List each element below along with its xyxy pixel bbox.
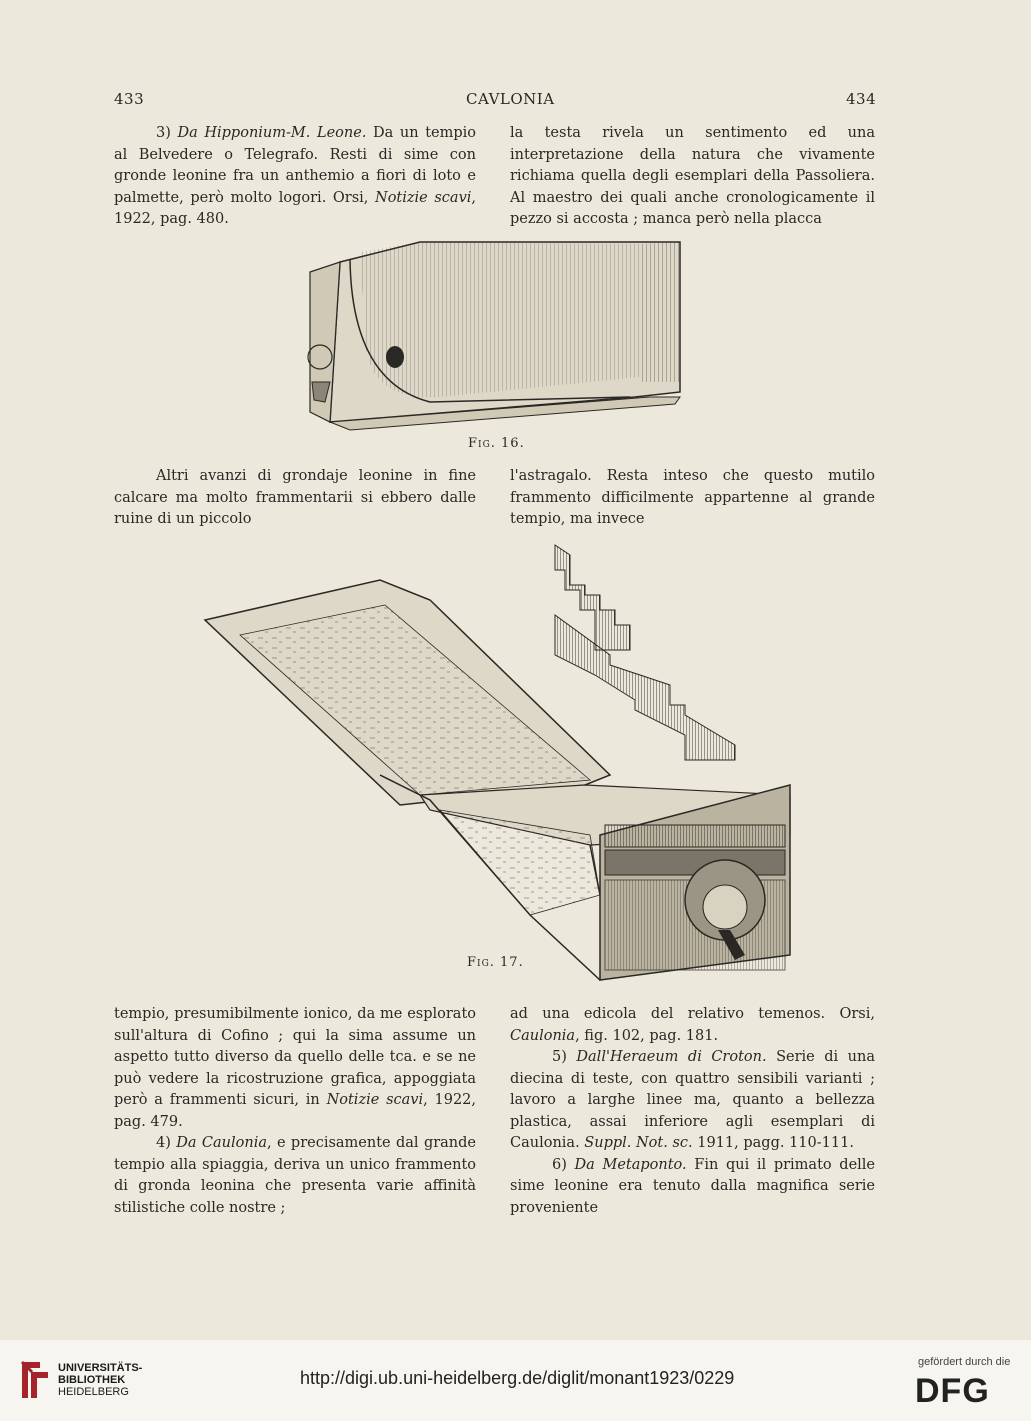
page-number-right: 434 [846,90,877,108]
dfg-logo: DFG [915,1372,990,1410]
university-library-logo-icon [18,1358,52,1402]
funding-note: gefördert durch die [918,1356,1011,1368]
figure-16-caption: Fig. 16. [468,436,525,451]
mid-left-paragraph: Altri avanzi di grondaje leonine in fine calcare ma molto frammentarii si ebbero dalle ruine di un piccolo [114,468,476,527]
figure-17-illustration [200,535,800,990]
permalink-url[interactable]: http://digi.ub.uni-heidelberg.de/diglit/monant1923/0229 [300,1368,735,1388]
mid-right-paragraph: l'astragalo. Resta inteso che questo mutilo frammento difficilmente appartenne al grande tempio, ma invece [510,468,875,527]
top-left-paragraph: 3) Da Hipponium-M. Leone. Da un tempio al Belvedere o Telegrafo. Resti di sime con gronde leonine fra un anthemio a fiori di loto e palmette, però molto logori. Orsi, Notizie scavi, 1922, pag. 480. [114,125,477,227]
footer-bar [0,1340,1031,1421]
figure-16-illustration [290,232,710,432]
library-name: UNIVERSITÄTS- BIBLIOTHEK HEIDELBERG [58,1362,143,1398]
top-right-paragraph: la testa rivela un sentimento ed una interpretazione della natura che vivamente richiama quella degli esemplari della Passoliera. Al maestro dei quali anche cronologicamente il pezzo si accosta ; manca però nella placca [510,125,875,227]
bottom-right-column: ad una edicola del relativo temenos. Orsi, Caulonia, fig. 102, pag. 181. 5) Dall'Heraeum di Croton. Serie di una diecina di teste, con quattro sensibili varianti ; lavoro a larghe linee ma, quanto a bellezza plastica, assai inferiore agli esemplari di Caulonia. Suppl. Not. sc. 1911, pagg. 110-111. 6) Da Metaponto. Fin qui il primato delle sime leonine era tenuto dalla magnifica serie proveniente [510,1006,876,1216]
running-title: CAVLONIA [466,90,555,108]
page-number-left: 433 [114,90,145,108]
bottom-left-column: tempio, presumibilmente ionico, da me esplorato sull'altura di Cofino ; qui la sima assume un aspetto tutto diverso da quello delle tca. e se ne può vedere la ricostruzione grafica, appoggiata però a frammenti sicuri, in Notizie scavi, 1922, pag. 479. 4) Da Caulonia, e precisamente dal grande tempio alla spiaggia, deriva un unico frammento di gronda leonina che presenta varie affinità stilistiche colle nostre ; [114,1006,477,1216]
figure-17-caption: Fig. 17. [467,955,524,970]
